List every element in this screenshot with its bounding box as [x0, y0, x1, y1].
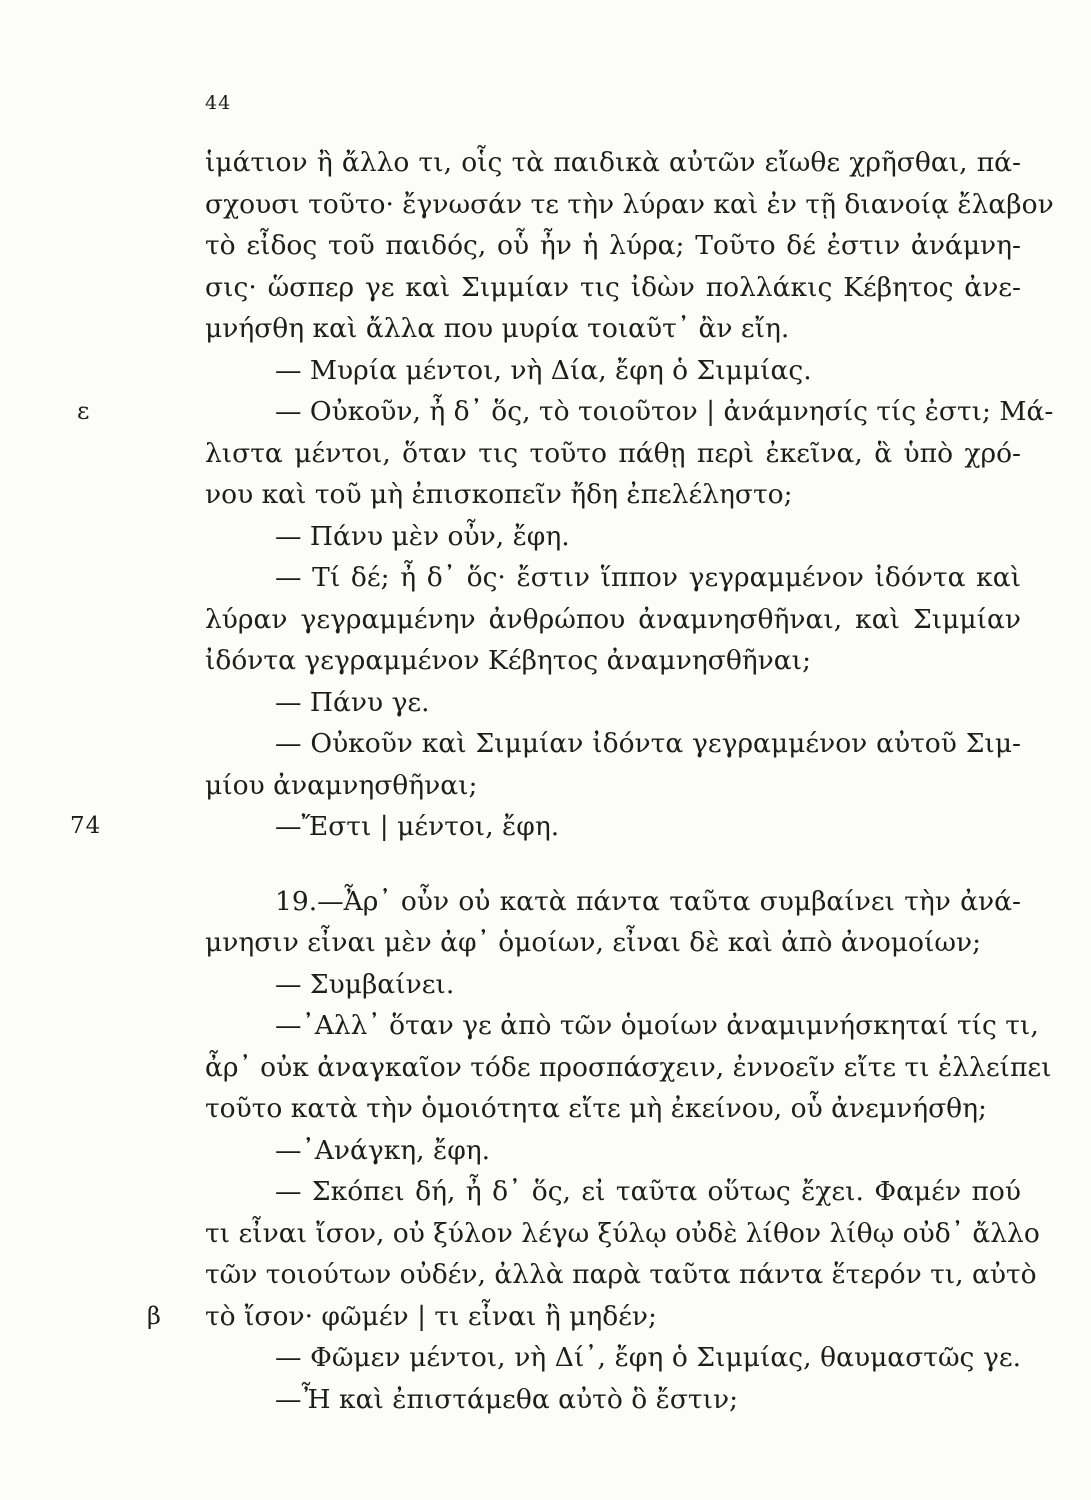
text-line [205, 765, 1021, 807]
text-line [205, 682, 1021, 724]
line-text: σχουσι τοῦτο· ἔγνωσάν τε τὴν λύραν καὶ ἐν τῇ διανοίᾳ ἔλαβον [205, 188, 1054, 220]
line-text: — Μυρία μέντοι, νὴ Δία, ἔφη ὁ Σιμμίας. [275, 354, 812, 386]
line-text: —Ἔστι | μέντοι, ἔφη. [275, 811, 560, 842]
line-text: τὸ εἶδος τοῦ παιδός, οὗ ἦν ἡ λύρα; Τοῦτο δέ ἐστιν ἀνάμνη- [205, 230, 1021, 261]
line-text: τὸ ἴσον· φῶμέν | τι εἶναι ἢ μηδέν; [205, 1300, 657, 1332]
text-line [205, 433, 1021, 475]
line-text: ἰδόντα γεγραμμένον Κέβητος ἀναμνησθῆναι; [205, 645, 811, 676]
line-text: ἱμάτιον ἢ ἄλλο τι, οἷς τὰ παιδικὰ αὐτῶν εἴωθε χρῆσθαι, πά- [205, 147, 1021, 178]
text-line [205, 723, 1021, 765]
line-text: — Οὐκοῦν καὶ Σιμμίαν ἰδόντα γεγραμμένον αὐτοῦ Σιμ- [275, 728, 1021, 759]
text-line [205, 1130, 1021, 1172]
line-text: 19.—Ἆρ᾽ οὖν οὐ κατὰ πάντα ταῦτα συμβαίνει τὴν ἀνά- [275, 885, 1021, 917]
line-text: μνησιν εἶναι μὲν ἀφ᾽ ὁμοίων, εἶναι δὲ καὶ ἀπὸ ἀνομοίων; [205, 927, 982, 958]
line-text: — Οὐκοῦν, ἦ δ᾽ ὅς, τὸ τοιοῦτον | ἀνάμνησίς τίς ἐστι; Μά- [275, 396, 1054, 427]
text-line [205, 1088, 1021, 1130]
text-line [205, 1379, 1021, 1421]
line-text: — Τί δέ; ἦ δ᾽ ὅς· ἔστιν ἵππον γεγραμμένον ἰδόντα καὶ [275, 562, 1021, 593]
text-line [205, 640, 1021, 682]
text-line [205, 881, 1021, 923]
text-line [205, 599, 1021, 641]
text-line [205, 308, 1021, 350]
text-line [70, 806, 1021, 848]
margin-marker: 74 [70, 813, 102, 839]
body-text [70, 142, 1054, 1420]
text-line [205, 267, 1021, 309]
text-line [205, 1171, 1021, 1213]
text-line [205, 474, 1021, 516]
margin-marker: β [147, 1301, 161, 1330]
text-line [205, 1005, 1039, 1047]
section-gap [205, 848, 1021, 881]
line-text: μνήσθη καὶ ἄλλα που μυρία τοιαῦτ᾽ ἂν εἴη. [205, 313, 790, 344]
text-line [205, 1254, 1037, 1296]
page-number: 44 [205, 92, 232, 114]
text-line [205, 184, 1054, 226]
text-line [205, 142, 1021, 184]
line-text: σις· ὥσπερ γε καὶ Σιμμίαν τις ἰδὼν πολλάκις Κέβητος ἀνε- [205, 271, 1021, 303]
text-line [205, 350, 1021, 392]
text-line [205, 1213, 1040, 1255]
line-text: — Σκόπει δή, ἦ δ᾽ ὅς, εἰ ταῦτα οὕτως ἔχει. Φαμέν πού [275, 1176, 1021, 1207]
line-text: —᾽Αλλ᾽ ὅταν γε ἀπὸ τῶν ὁμοίων ἀναμιμνήσκηταί τίς τι, [275, 1010, 1039, 1041]
text-line [205, 225, 1021, 267]
line-text: — Συμβαίνει. [275, 968, 455, 1000]
text-line [205, 557, 1021, 599]
text-line [147, 1296, 1021, 1338]
line-text: — Πάνυ μὲν οὖν, ἔφη. [275, 520, 570, 552]
text-line [205, 516, 1021, 558]
line-text: — Πάνυ γε. [275, 686, 430, 718]
line-text: —᾽Ανάγκη, ἔφη. [275, 1134, 491, 1166]
line-text: μίου ἀναμνησθῆναι; [205, 769, 478, 801]
line-text: λιστα μέντοι, ὅταν τις τοῦτο πάθῃ περὶ ἐκεῖνα, ἃ ὑπὸ χρό- [205, 437, 1021, 469]
line-text: ἆρ᾽ οὐκ ἀναγκαῖον τόδε προσπάσχειν, ἐννοεῖν εἴτε τι ἐλλείπει [205, 1051, 1052, 1083]
line-text: —Ἦ καὶ ἐπιστάμεθα αὐτὸ ὃ ἔστιν; [275, 1383, 738, 1415]
line-text: τι εἶναι ἴσον, οὐ ξύλον λέγω ξύλῳ οὐδὲ λίθον λίθῳ οὐδ᾽ ἄλλο [205, 1217, 1040, 1249]
text-line [205, 922, 1021, 964]
margin-marker: ε [77, 397, 90, 425]
line-text: νου καὶ τοῦ μὴ ἐπισκοπεῖν ἤδη ἐπελέληστο; [205, 479, 793, 510]
text-line [77, 391, 1054, 433]
text-line [205, 1047, 1052, 1089]
text-line [205, 1337, 1021, 1379]
line-text: τοῦτο κατὰ τὴν ὁμοιότητα εἴτε μὴ ἐκείνου, οὗ ἀνεμνήσθη; [205, 1093, 987, 1124]
line-text: — Φῶμεν μέντοι, νὴ Δί᾽, ἔφη ὁ Σιμμίας, θαυμαστῶς γε. [275, 1342, 1021, 1373]
text-line [205, 964, 1021, 1006]
line-text: τῶν τοιούτων οὐδέν, ἀλλὰ παρὰ ταῦτα πάντα ἕτερόν τι, αὐτὸ [205, 1259, 1037, 1290]
line-text: λύραν γεγραμμένην ἀνθρώπου ἀναμνησθῆναι, καὶ Σιμμίαν [205, 603, 1021, 635]
